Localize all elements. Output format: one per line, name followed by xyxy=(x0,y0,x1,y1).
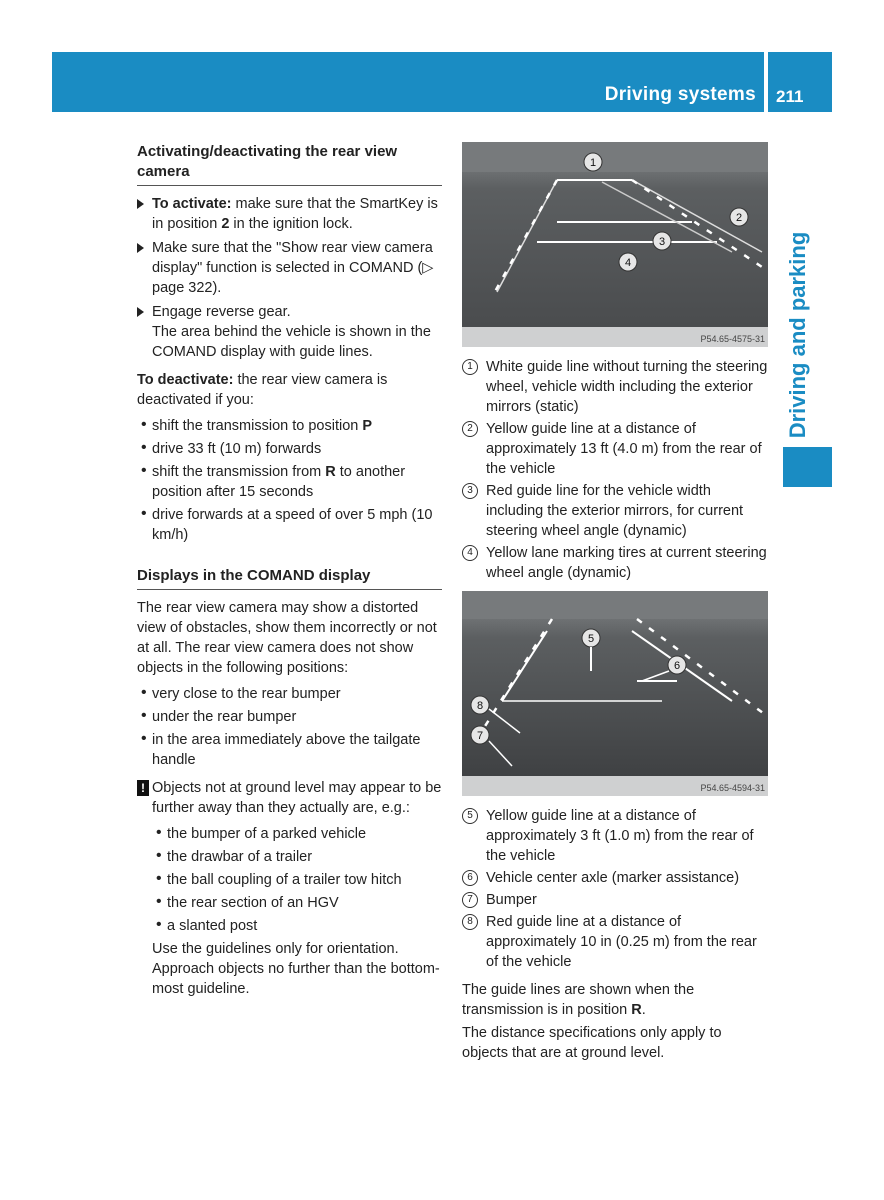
warning-icon: ! xyxy=(137,780,149,796)
left-column xyxy=(137,142,442,999)
list-item: • the drawbar of a trailer xyxy=(156,847,313,865)
camera-image-1 xyxy=(462,142,768,347)
image-code: P54.65-4594-31 xyxy=(700,783,765,793)
step-text: make sure that the SmartKey is in position xyxy=(152,196,438,232)
step-reverse-gear xyxy=(137,302,442,362)
list-item: • a slanted post xyxy=(156,916,258,934)
list-item: • the bumper of a parked vehicle xyxy=(156,824,367,842)
arrow-icon xyxy=(137,199,144,209)
arrow-icon xyxy=(137,243,144,253)
step-show-display xyxy=(137,238,442,298)
distance-note: The distance specifications only apply to objects that are at ground level. xyxy=(462,1025,722,1061)
deactivate-bold: To deactivate: xyxy=(137,372,234,388)
step-text2: in the ignition lock. xyxy=(229,216,353,232)
legend-item: 5 Yellow guide line at a distance of approximately 3 ft (1.0 m) from the rear of the vehicle xyxy=(462,806,768,866)
list-item: • in the area immediately above the tailgate handle xyxy=(141,730,421,768)
right-column xyxy=(462,142,768,1063)
svg-text:2: 2 xyxy=(735,212,743,224)
section-title-camera: Activating/deactivating the rear view camera xyxy=(137,142,442,186)
arrow-icon xyxy=(137,307,144,317)
guide-line-note: The guide lines are shown when the transmission is in position R. xyxy=(462,982,695,1018)
svg-text:5: 5 xyxy=(587,633,595,645)
svg-text:7: 7 xyxy=(476,730,484,742)
svg-text:3: 3 xyxy=(658,236,666,248)
side-tab-label: Driving and parking xyxy=(785,231,810,439)
side-tab-marker xyxy=(783,447,832,487)
deactivate-intro xyxy=(137,370,442,410)
closing-text: Use the guidelines only for orientation. Approach objects no further than the bottom-most guideline. xyxy=(152,941,440,997)
step-activate xyxy=(137,194,442,234)
legend-item: 8 Red guide line at a distance of approximately 10 in (0.25 m) from the rear of the vehicle xyxy=(462,912,768,972)
list-item: • shift the transmission from R to another position after 15 seconds xyxy=(141,462,406,500)
list-item: • under the rear bumper xyxy=(141,707,297,725)
side-tab xyxy=(780,231,816,439)
list-item: • drive forwards at a speed of over 5 mph (10 km/h) xyxy=(141,505,433,543)
step-bold2: 2 xyxy=(221,216,230,232)
page-title: Driving systems xyxy=(604,84,756,105)
legend-item: 4 Yellow lane marking tires at current steering wheel angle (dynamic) xyxy=(462,543,768,583)
warning-note xyxy=(137,778,442,818)
camera-image-2 xyxy=(462,591,768,796)
step-text: Engage reverse gear. xyxy=(152,304,291,320)
displays-text: The rear view camera may show a distorted view of obstacles, show them incorrectly or not at all. The rear view camera does not show objects in the following positions: xyxy=(137,600,437,676)
page-number: 211 xyxy=(776,87,804,106)
svg-text:4: 4 xyxy=(624,257,632,269)
step-text: Make sure that the "Show rear view camera display" function is selected in COMAND (▷ page 322). xyxy=(152,240,434,296)
step-bold: To activate: xyxy=(152,196,232,212)
image-code: P54.65-4575-31 xyxy=(700,334,765,344)
svg-text:6: 6 xyxy=(673,660,681,672)
svg-text:8: 8 xyxy=(476,700,484,712)
svg-text:1: 1 xyxy=(589,157,597,169)
legend-item: 1 White guide line without turning the steering wheel, vehicle width including the exterior mirrors (static) xyxy=(462,357,768,417)
legend-item: 3 Red guide line for the vehicle width including the exterior mirrors, for current steering wheel angle (dynamic) xyxy=(462,481,768,541)
legend-item: 6 Vehicle center axle (marker assistance) xyxy=(462,868,768,888)
list-item: • very close to the rear bumper xyxy=(141,684,341,702)
list-item: • the rear section of an HGV xyxy=(156,893,339,911)
deactivate-text: the rear view camera is deactivated if you: xyxy=(137,372,388,408)
legend-item: 7 Bumper xyxy=(462,890,768,910)
list-item: • the ball coupling of a trailer tow hitch xyxy=(156,870,402,888)
section-title-displays: Displays in the COMAND display xyxy=(137,566,442,590)
list-item: • shift the transmission to position P xyxy=(141,416,373,434)
list-item: • drive 33 ft (10 m) forwards xyxy=(141,439,322,457)
warning-text: Objects not at ground level may appear to be further away than they actually are, e.g.: xyxy=(152,780,442,816)
step-result: The area behind the vehicle is shown in the COMAND display with guide lines. xyxy=(152,324,431,360)
legend-item: 2 Yellow guide line at a distance of approximately 13 ft (4.0 m) from the rear of the vehicle xyxy=(462,419,768,479)
